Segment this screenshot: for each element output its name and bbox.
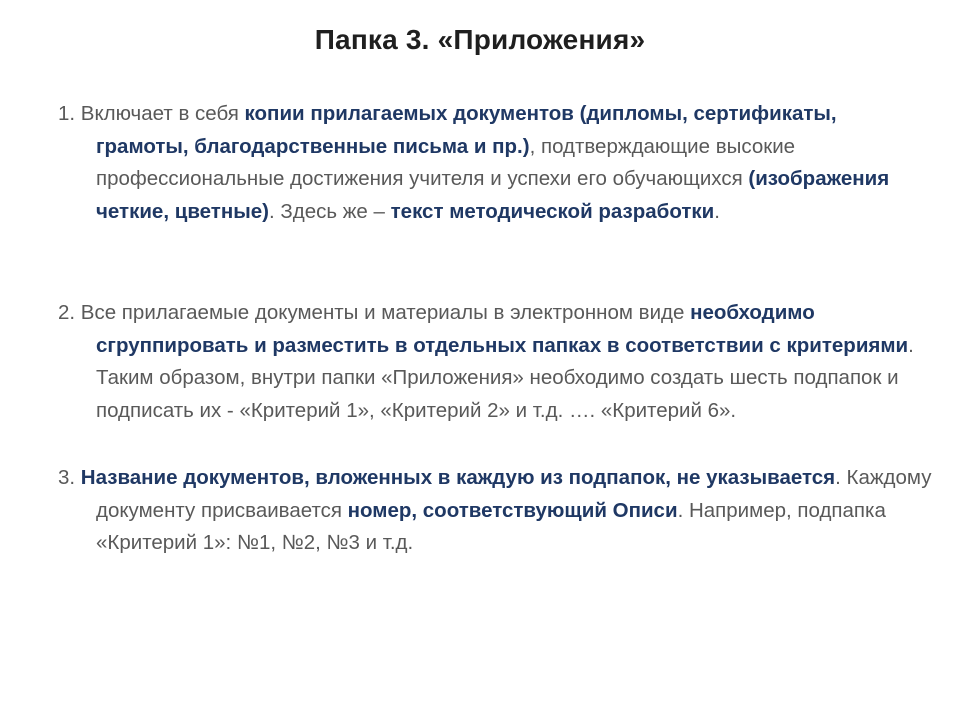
paragraph-3-emphasis: Название документов, вложенных в каждую из подпапок, не указывается	[80, 466, 836, 489]
paragraph-3-run: 3.	[58, 466, 81, 489]
paragraph-1-emphasis: копии прилагаемых документов (дипломы, сертификаты, грамоты, благодарственные письма и пр.)	[96, 102, 837, 158]
paragraph-2	[58, 297, 934, 427]
paragraph-1-run: , подтверждающие высокие профессиональные достижения учителя и успехи его обучающихся	[96, 134, 796, 190]
paragraph-1-run: . Здесь же –	[268, 199, 391, 223]
paragraph-2-run: . Таким образом, внутри папки «Приложения» необходимо создать шесть подпапок и подписать их - «Критерий 1», «Критерий 2» и т.д. …. «Критерий 6».	[96, 333, 914, 422]
paragraph-3-run: . Например, подпапка «Критерий 1»: №1, №2, №3 и т.д.	[96, 498, 886, 554]
paragraph-1-run: 1. Включает в себя	[58, 102, 245, 125]
paragraph-1-run: .	[714, 199, 720, 223]
slide-title: Папка 3. «Приложения»	[314, 24, 646, 55]
paragraph-3	[58, 462, 934, 560]
paragraph-1-emphasis: текст методической разработки	[390, 199, 715, 223]
paragraph-1	[58, 98, 934, 228]
paragraph-1-emphasis: (изображения четкие, цветные)	[96, 167, 890, 223]
paragraph-3-run: . Каждому документу присваивается	[96, 466, 932, 522]
paragraph-2-run: 2. Все прилагаемые документы и материалы в электронном виде	[58, 301, 691, 324]
paragraph-3-emphasis: номер, соответствующий Описи	[347, 498, 678, 522]
paragraph-2-emphasis: необходимо сгруппировать и разместить в отдельных папках в соответствии с критериями	[96, 301, 909, 357]
